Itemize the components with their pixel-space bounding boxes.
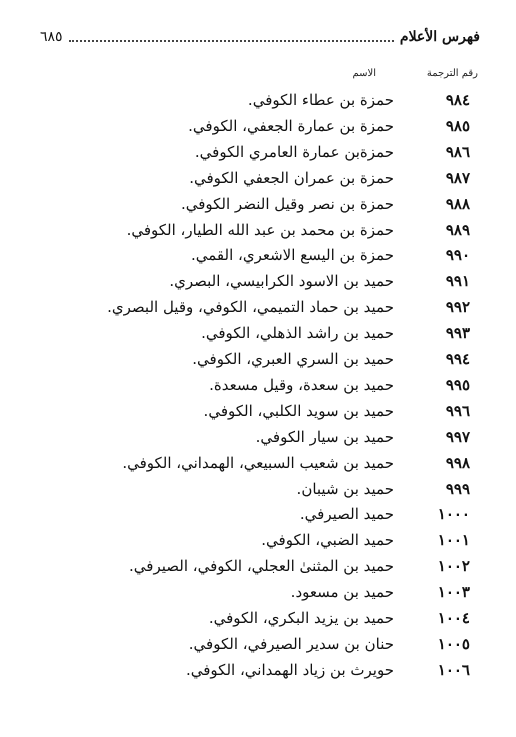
column-header-name: الاسم — [352, 68, 376, 79]
list-item — [0, 423, 516, 451]
list-item — [0, 397, 516, 425]
list-item — [0, 475, 516, 503]
entry-number: ٩٩٧ — [445, 427, 470, 446]
entry-name: حميد الضبي، الكوفي. — [261, 531, 394, 550]
entry-name: حنان بن سدير الصيرفي، الكوفي. — [188, 634, 394, 653]
entry-number: ١٠٠٤ — [437, 609, 470, 627]
page-number: ٦٨٥ — [40, 29, 63, 45]
list-item — [0, 500, 516, 528]
entry-name: حميد بن شيبان. — [296, 479, 394, 498]
entry-name: حميد بن سويد الكلبي، الكوفي. — [203, 401, 394, 420]
entry-number: ٩٨٧ — [445, 168, 470, 187]
column-header-number: رقم الترجمة — [426, 68, 478, 79]
entry-name: حميد بن المثنىٰ العجلي، الكوفي، الصيرفي. — [129, 557, 394, 576]
entry-name: حميد بن سعدة، وقيل مسعدة. — [209, 375, 394, 394]
entry-name: حمزة بن عطاء الكوفي. — [247, 91, 394, 109]
entry-name: حميد بن مسعود. — [290, 583, 394, 602]
entry-number: ٩٩٦ — [445, 401, 470, 420]
list-item — [0, 86, 516, 114]
list-item — [0, 164, 516, 192]
entry-name: حمزة بن محمد بن عبد الله الطيار، الكوفي. — [126, 220, 394, 239]
list-item — [0, 552, 516, 580]
list-item — [0, 216, 516, 244]
entry-number: ٩٩٤ — [445, 350, 470, 368]
entry-name: حميد بن حماد التميمي، الكوفي، وقيل البصري. — [107, 298, 394, 317]
list-item — [0, 630, 516, 658]
list-item — [0, 449, 516, 477]
entry-name: حمزة بن اليسع الاشعري، القمي. — [190, 246, 394, 265]
list-item — [0, 112, 516, 140]
entry-number: ١٠٠٦ — [437, 660, 470, 679]
entry-name: حمزة بن عمارة الجعفي، الكوفي. — [188, 116, 394, 135]
list-item — [0, 371, 516, 399]
entry-number: ٩٨٦ — [445, 142, 470, 161]
list-item — [0, 138, 516, 166]
entry-number: ٩٩٨ — [445, 453, 470, 472]
entry-number: ٩٩٥ — [445, 375, 470, 394]
entry-name: حميد الصيرفي. — [299, 505, 394, 524]
entry-name: حميد بن سيار الكوفي. — [255, 427, 394, 446]
list-item — [0, 604, 516, 632]
entry-number: ٩٩١ — [445, 272, 470, 291]
entry-name: حويرث بن زياد الهمداني، الكوفي. — [185, 660, 394, 679]
entry-name: حمزة بن عمران الجعفي الكوفي. — [189, 168, 394, 187]
entry-number: ٩٩٠ — [445, 246, 470, 265]
list-item — [0, 319, 516, 347]
dot-leader — [69, 40, 394, 42]
list-item — [0, 526, 516, 554]
entry-name: حمزة بن نصر وقيل النضر الكوفي. — [180, 194, 394, 213]
entry-number: ٩٨٩ — [445, 220, 470, 239]
entry-number: ١٠٠١ — [437, 531, 470, 550]
entry-number: ٩٨٤ — [445, 91, 470, 109]
entry-number: ١٠٠٢ — [437, 557, 470, 576]
entry-number: ١٠٠٣ — [437, 583, 470, 602]
entry-number: ١٠٠٥ — [437, 634, 470, 653]
entry-name: حميد بن الاسود الكرابيسي، البصري. — [169, 272, 394, 291]
list-item — [0, 345, 516, 373]
list-item — [0, 267, 516, 295]
entry-name: حمزةبن عمارة العامري الكوفي. — [194, 142, 394, 161]
list-item — [0, 656, 516, 684]
entry-name: حميد بن شعيب السبيعي، الهمداني، الكوفي. — [122, 453, 394, 472]
entry-number: ٩٩٢ — [445, 298, 470, 317]
entry-name: حميد بن يزيد البكري، الكوفي. — [208, 609, 394, 627]
entry-number: ٩٨٨ — [445, 194, 470, 213]
list-item — [0, 293, 516, 321]
entry-number: ٩٩٩ — [445, 479, 470, 498]
list-item — [0, 190, 516, 218]
entry-name: حميد بن راشد الذهلي، الكوفي. — [201, 324, 394, 343]
entry-name: حميد بن السري العبري، الكوفي. — [192, 350, 394, 368]
entry-number: ١٠٠٠ — [437, 505, 470, 524]
page-title: فهرس الأعلام — [399, 29, 480, 45]
list-item — [0, 241, 516, 269]
entry-number: ٩٩٣ — [445, 324, 470, 343]
list-item — [0, 578, 516, 606]
page-header — [40, 26, 480, 48]
entry-number: ٩٨٥ — [445, 116, 470, 135]
